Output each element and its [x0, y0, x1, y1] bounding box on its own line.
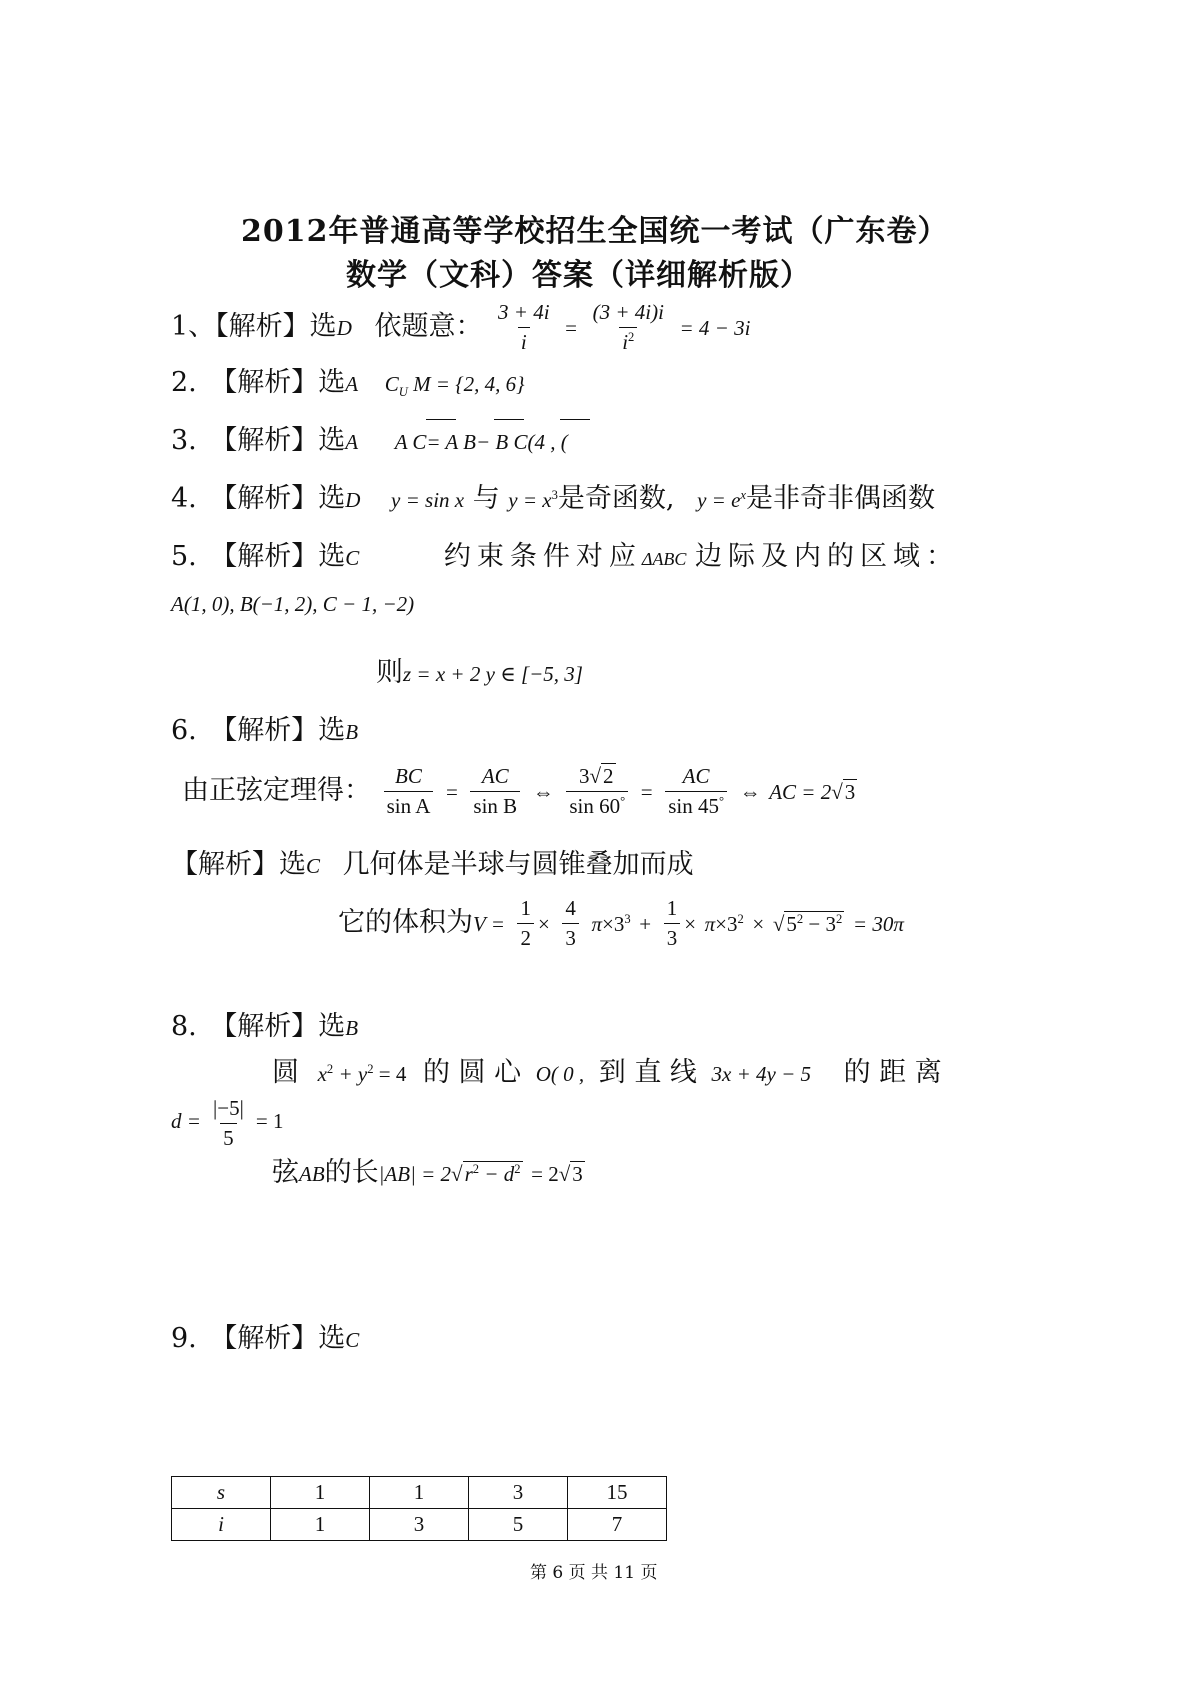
q8-to-line: 到 直 线	[598, 1057, 697, 1088]
q5-text: 约束条件对应	[443, 541, 642, 572]
q5-range-line	[376, 650, 583, 689]
q3-label: 3. 【解析】选	[171, 425, 346, 456]
q8-label: 8. 【解析】选	[171, 1011, 346, 1042]
q7-result: = 30π	[852, 912, 904, 936]
q6-iff-1: ⇔	[532, 780, 554, 804]
q6-lead: 由正弦定理得：	[182, 775, 371, 806]
q8-circle-eq: $x^2 + y^2 = 4$	[317, 1062, 407, 1086]
q7-frac-third: $\frac{1}{3}$	[664, 896, 681, 951]
q1-fraction-1: $\frac{3 + 4i}{i}$	[498, 300, 550, 354]
q9-label: 9. 【解析】选	[171, 1323, 346, 1354]
q9-choice: C	[345, 1328, 360, 1352]
q7-frac-half: $\frac{1}{2}$	[517, 896, 534, 951]
q6-frac-ac: $\frac{AC}{\text{sin B}}$	[470, 764, 520, 819]
q7-volume: 它的体积为V = $\frac{1}{2}$ × $\frac{4}{3}$ $\pi\times 3^3$ + $\frac{1}{3}$ × $\pi\times 3^2 \times √5^2 - 3^2 = 30\pi$	[338, 896, 904, 950]
q4-expr-2: $y = x^3$	[508, 488, 558, 512]
q4-expr-1: y = sin x	[391, 488, 465, 512]
table-cell: 15	[568, 1477, 667, 1509]
q3-vector-expr: A C= A B− B C(4 , (	[394, 430, 568, 454]
q7-choice: C	[306, 854, 321, 878]
q5-then: 则	[376, 657, 403, 688]
table-cell: s	[172, 1477, 271, 1509]
q8-choice: B	[345, 1016, 359, 1040]
q4-expr-3: $y = e^x$	[697, 488, 746, 512]
q6-choice: B	[345, 720, 359, 744]
q4-choice: D	[345, 488, 361, 512]
q1-fraction-2: $\frac{(3 + 4i)i}{i^2}$	[592, 300, 664, 354]
q8-circle-line	[272, 1050, 942, 1089]
q8-line-eq: 3x + 4y − 5	[711, 1062, 811, 1086]
q7-root: $√5^2 - 3^2$	[772, 912, 843, 936]
q6-iff-2: ⇔	[739, 780, 761, 804]
table-cell: 1	[370, 1477, 469, 1509]
q7-text: 几何体是半球与圆锥叠加而成	[342, 849, 694, 880]
q5-points: A(1, 0), B(−1, 2), C − 1, −2)	[171, 592, 415, 616]
q5-label: 5. 【解析】选	[171, 541, 346, 572]
page-title: 2012年普通高等学校招生全国统一考试（广东卷）	[241, 214, 949, 249]
table-cell: 3	[370, 1509, 469, 1541]
q2-expr: $C_U$ M = {2, 4, 6}	[384, 372, 525, 400]
page-footer: 第 6 页 共 11 页	[530, 1563, 658, 1583]
q1-lead: 依题意：	[374, 311, 483, 342]
q7-line	[171, 842, 694, 881]
q9-line	[171, 1316, 359, 1355]
table-row	[172, 1477, 667, 1509]
table-row	[172, 1509, 667, 1541]
q1-label: 1、【解析】选	[171, 311, 337, 342]
vec-bar-3	[560, 419, 590, 420]
q2-label: 2. 【解析】选	[171, 367, 346, 398]
q1-eq: =	[565, 316, 577, 340]
q7-v: V =	[473, 912, 505, 936]
q8-distance: d = $\frac{|-5|}{5}$ = 1	[171, 1096, 284, 1150]
table-cell: i	[172, 1509, 271, 1541]
q6-frac-bc: $\frac{BC}{\text{sin A}}$	[384, 764, 434, 819]
q8-frac-d: $\frac{|-5|}{5}$	[213, 1096, 244, 1150]
q7-frac-four-thirds: $\frac{4}{3}$	[562, 896, 579, 951]
q5-line	[171, 534, 959, 573]
q5-text-2: 边际及内的区域：	[695, 541, 960, 572]
q4-text-2: 是奇函数,	[557, 483, 675, 514]
q2-line	[171, 360, 525, 400]
q1-choice: D	[336, 316, 352, 340]
q1-result: = 4 − 3i	[679, 316, 751, 340]
q8-circle: 圆	[272, 1057, 299, 1088]
table-cell: 1	[271, 1509, 370, 1541]
vec-bar-1	[426, 419, 456, 420]
q3-choice: A	[345, 430, 359, 454]
q6-eq-1: =	[445, 780, 458, 804]
q4-text-3: 是非奇非偶函数	[746, 483, 935, 514]
page-subtitle: 数学（文科）答案（详细解析版）	[346, 258, 811, 293]
q9-table	[171, 1476, 667, 1541]
q3-line	[171, 418, 568, 457]
q6-frac-ac-2: $\frac{AC}{\sin 45^\circ}$	[665, 764, 727, 819]
q4-label: 4. 【解析】选	[171, 483, 346, 514]
q6-result: AC = 2√3	[769, 780, 856, 804]
q7-vol-lead: 它的体积为	[338, 907, 473, 938]
vec-bar-2	[494, 419, 524, 420]
q6-eq-2: =	[640, 780, 653, 804]
table-cell: 3	[469, 1477, 568, 1509]
q8-chord-text: 弦	[272, 1157, 299, 1188]
q5-triangle: ΔABC	[641, 549, 687, 569]
table-cell: 5	[469, 1509, 568, 1541]
q4-text-1: 与	[472, 483, 500, 514]
q6-sine-law	[182, 764, 857, 819]
q8-dist-text: 的 距 离	[843, 1057, 942, 1088]
q8-center: O( 0 ,	[535, 1062, 585, 1086]
q6-frac-3root2: $\frac{3√2}{\sin 60^\circ}$	[566, 764, 628, 819]
q8-chord: 弦AB的长$|AB| = 2√r^2 - d^2 = 2√3$	[272, 1157, 583, 1188]
q7-label: 【解析】选	[171, 849, 306, 880]
q4-line	[171, 476, 935, 515]
q8-center-text: 的 圆 心	[422, 1057, 522, 1088]
q6-label: 6. 【解析】选	[171, 715, 346, 746]
q2-choice: A	[345, 372, 359, 396]
q6-line	[171, 708, 358, 747]
table-cell: 1	[271, 1477, 370, 1509]
q5-range: z = x + 2 y ∈ [−5, 3]	[403, 662, 583, 686]
q1-line	[171, 300, 750, 355]
q8-line	[171, 1004, 358, 1043]
table-cell: 7	[568, 1509, 667, 1541]
q5-choice: C	[345, 546, 360, 570]
